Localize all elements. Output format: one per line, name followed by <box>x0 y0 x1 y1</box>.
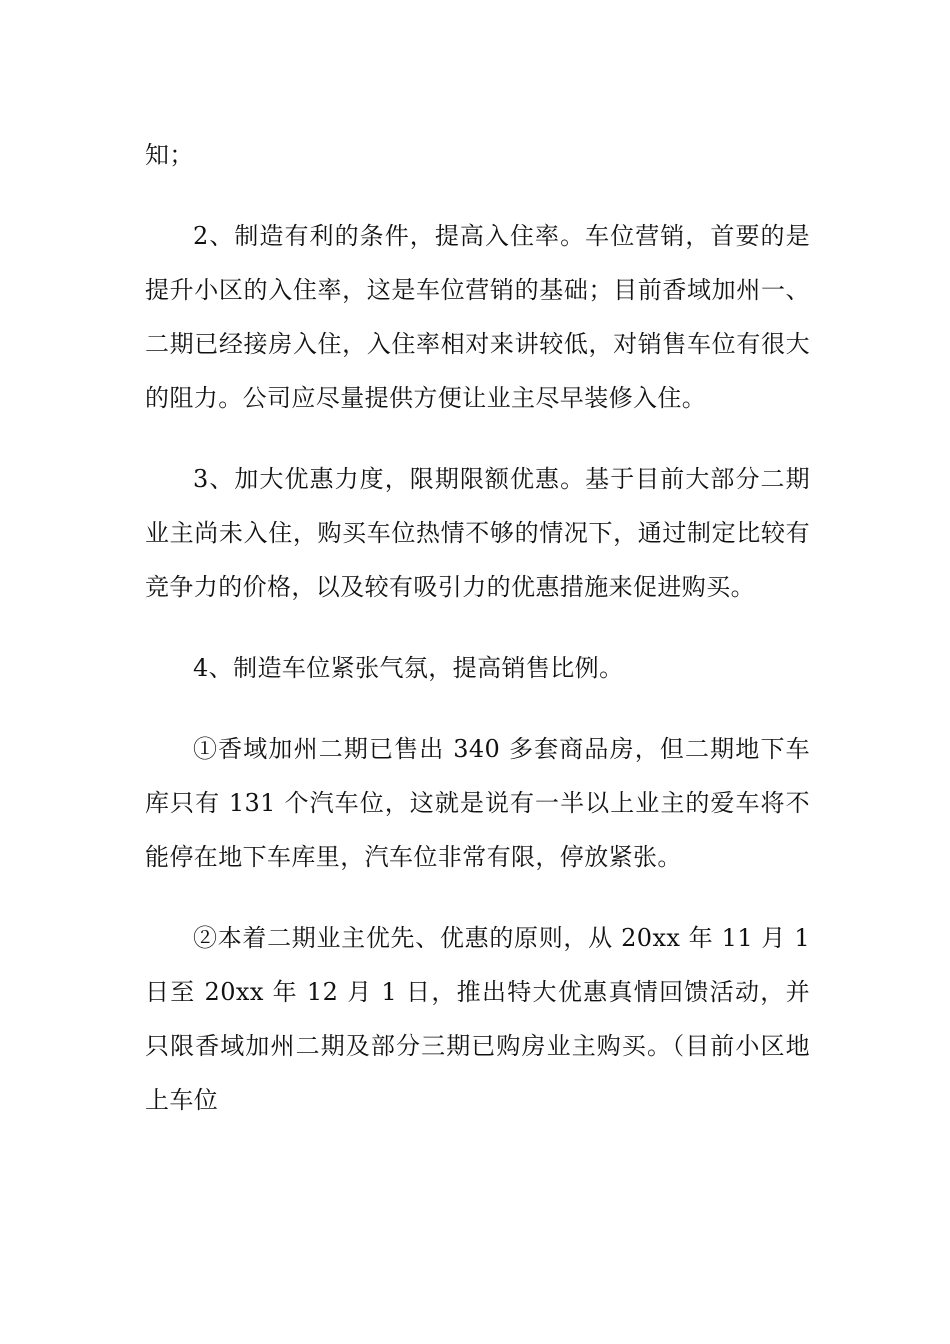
paragraph-continuation: 知； <box>145 141 194 169</box>
paragraph-subitem-2: ②本着二期业主优先、优惠的原则，从 20xx 年 11 月 1 日至 20xx 年 12 月 1 日，推出特大优惠真情回馈活动，并只限香域加州二期及部分三期已购房业主购买。（目前小区地上车位 <box>145 924 810 1114</box>
paragraph-item-2: 2、制造有利的条件，提高入住率。车位营销，首要的是提升小区的入住率，这是车位营销的基础；目前香域加州一、二期已经接房入住，入住率相对来讲较低，对销售车位有很大的阻力。公司应尽量提供方便让业主尽早装修入住。 <box>145 222 810 412</box>
document-body <box>145 128 810 1154</box>
paragraph-item-4: 4、制造车位紧张气氛，提高销售比例。 <box>193 654 624 682</box>
paragraph-item-3: 3、加大优惠力度，限期限额优惠。基于目前大部分二期业主尚未入住，购买车位热情不够的情况下，通过制定比较有竞争力的价格，以及较有吸引力的优惠措施来促进购买。 <box>145 465 810 601</box>
paragraph-subitem-1: ①香域加州二期已售出 340 多套商品房，但二期地下车库只有 131 个汽车位，这就是说有一半以上业主的爱车将不能停在地下车库里，汽车位非常有限，停放紧张。 <box>145 735 810 871</box>
